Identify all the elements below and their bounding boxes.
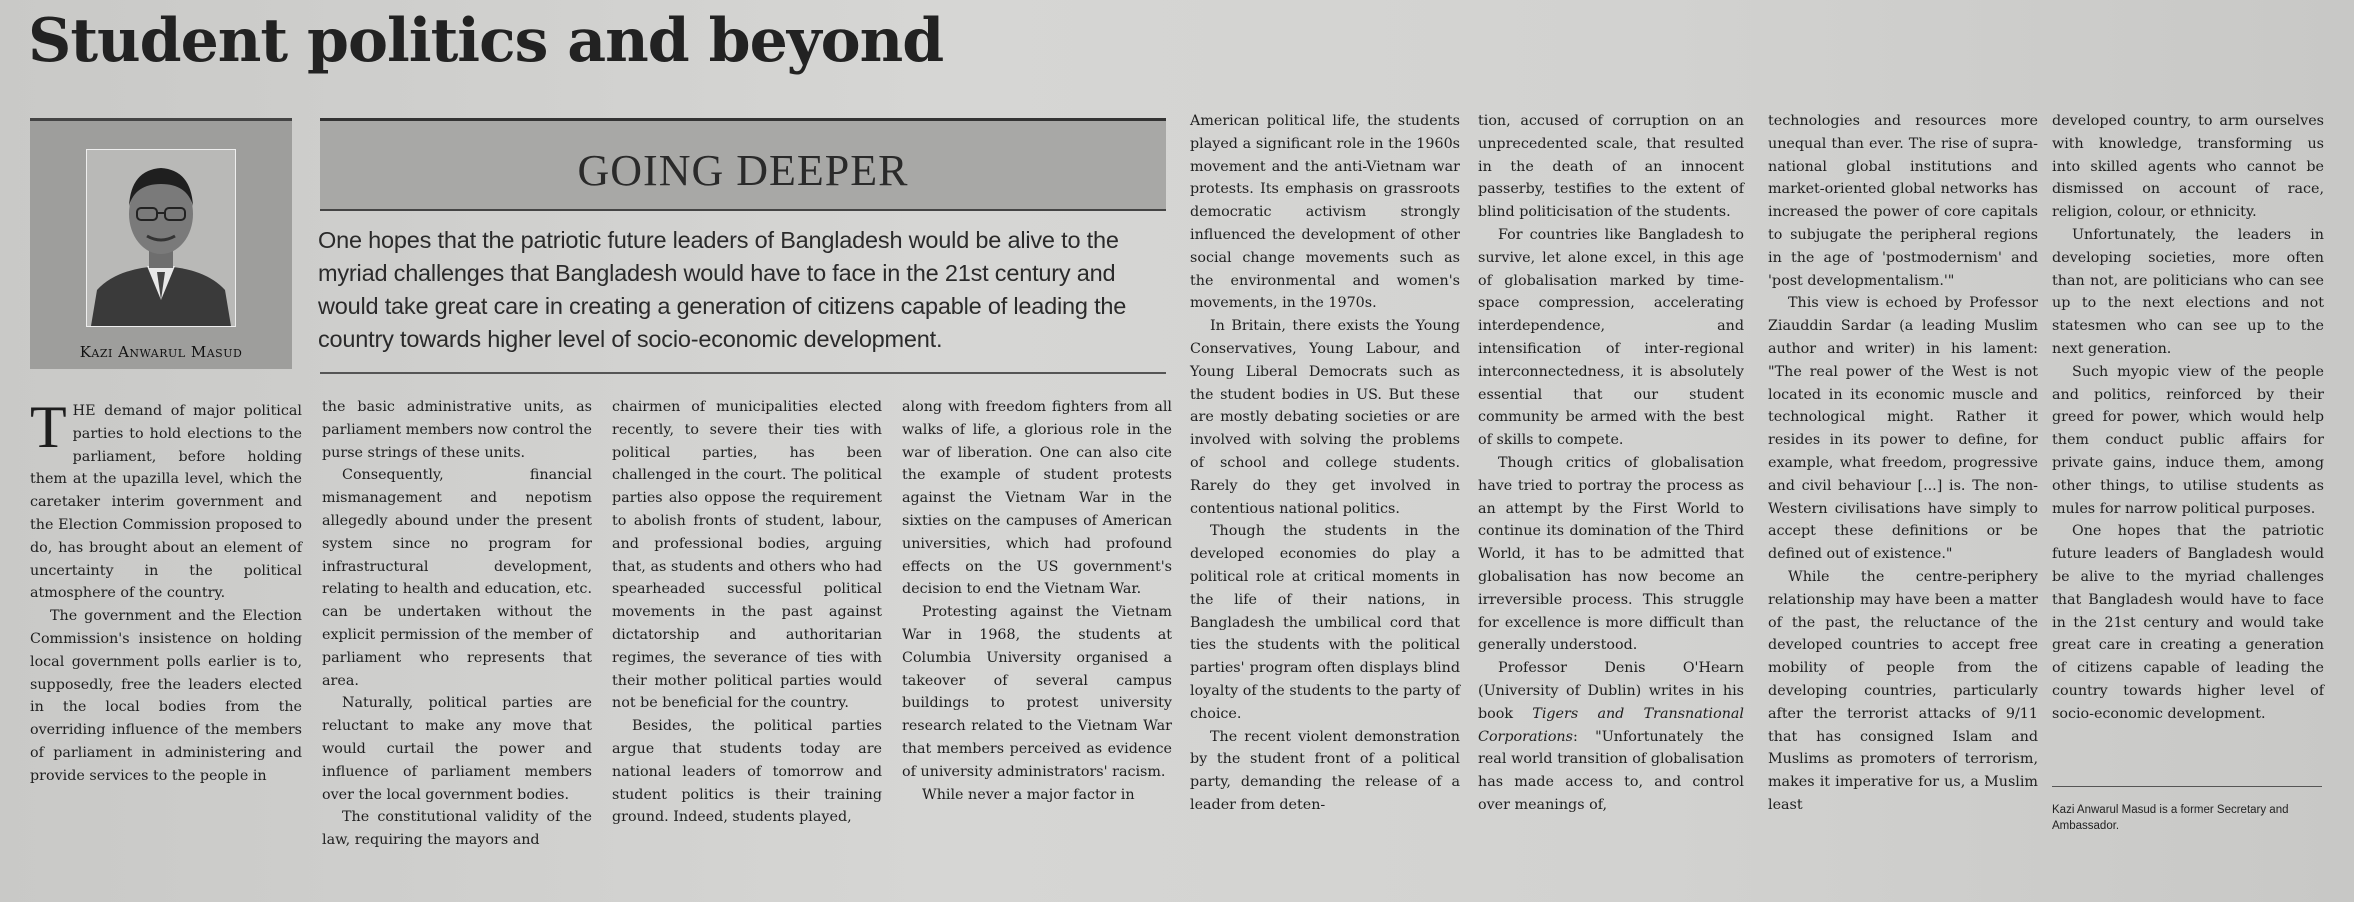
article-column-6: [1478, 110, 1744, 817]
paragraph: While never a major factor in: [922, 786, 1135, 803]
paragraph: The recent violent demonstration by the student front of a political party, demanding the release of a leader from deten-: [1190, 728, 1460, 813]
paragraph: Besides, the political parties argue that students today are national leaders of tomorrow and student politics is their training ground. Indeed, students played,: [612, 718, 882, 826]
author-name: Kazi Anwarul Masud: [79, 343, 243, 361]
paragraph: the basic administrative units, as parliament members now control the purse strings of these units.: [322, 399, 592, 461]
paragraph: While the centre-periphery relationship may have been a matter of the past, the reluctance of the developed countries to accept free mobility of people from the developing countries, particularly after the terrorist attacks of 9/11 that has consigned Islam and Muslims as promoters of terrorism, makes it imperative for us, a Muslim least: [1768, 568, 2038, 813]
paragraph: [30, 394, 302, 605]
paragraph: technologies and resources more unequal than ever. The rise of supra-national global institutions and market-oriented global networks has increased the power of core capitals to subjugate the peripheral regions in the age of 'postmodernism' and 'post developmentalism.'": [1768, 113, 2038, 289]
paragraph: This view is echoed by Professor Ziauddin Sardar (a leading Muslim author and writer) in his lament: "The real power of the West is not located in its economic muscle and technological might. Rather it resides in its power to define, for example, what freedom, progressive and civil behaviour [...] is. The non-Western civilisations have simply to accept these definitions or be defined out of existence.": [1768, 295, 2038, 563]
article-column-2: [322, 396, 592, 852]
author-bio: Kazi Anwarul Masud is a former Secretary and Ambassador.: [2052, 804, 2289, 832]
paragraph: Though the students in the developed economies do play a political role at critical moments in the life of their nations, in Bangladesh the umbilical cord that ties the students with the political parties' program often displays blind loyalty of the students to the party of choice.: [1190, 523, 1460, 722]
portrait-photo-icon: [87, 150, 235, 326]
going-deeper-banner: [320, 118, 1166, 211]
author-box: [30, 118, 292, 369]
paragraph: Protesting against the Vietnam War in 1968, the students at Columbia University organised a takeover of several campus buildings to protest university research related to the Vietnam War that members perceived as evidence of university administrators' racism.: [902, 604, 1172, 780]
author-photo: [86, 149, 236, 327]
paragraph: Consequently, financial mismanagement and nepotism allegedly abound under the present system since no program for infrastructural development, relating to health and education, etc. can be undertaken without the explicit permission of the member of parliament who represents that area.: [322, 467, 592, 689]
article-column-5: [1190, 110, 1460, 817]
article-column-7: [1768, 110, 2038, 817]
headline: Student politics and beyond: [28, 6, 944, 76]
pull-quote-intro: One hopes that the patriotic future leaders of Bangladesh would be alive to the myriad challenges that Bangladesh would have to face in the 21st century and would take great care in creating a generation of citizens capable of leading the country towards higher level of socio-economic development.: [318, 227, 1127, 352]
paragraph: Such myopic view of the people and politics, reinforced by their greed for power, which would help them conduct public affairs for private gains, induce them, among other things, to utilise students as mules for narrow political purposes.: [2052, 363, 2324, 517]
paragraph: Naturally, political parties are reluctant to make any move that would curtail the power and influence of parliament members over the local government bodies.: [322, 695, 592, 803]
paragraph: The government and the Election Commission's insistence on holding local government polls earlier is to, supposedly, free the leaders elected in the local bodies from the overriding influence of the members of parliament in administering and provide services to the people in: [30, 608, 302, 784]
paragraph: [1478, 657, 1744, 817]
paragraph: American political life, the students played a significant role in the 1960s movement and the anti-Vietnam war protests. Its emphasis on grassroots democratic activism strongly influenced the development of other social change movements such as the environmental and women's movements, in the 1970s.: [1190, 113, 1460, 312]
paragraph: The constitutional validity of the law, requiring the mayors and: [322, 809, 592, 849]
paragraph: Unfortunately, the leaders in developing societies, more often than not, are politicians who can see up to the next elections and not statesmen who can see up to the next generation.: [2052, 226, 2324, 357]
paragraph: For countries like Bangladesh to survive, let alone excel, in this age of globalisation marked by time-space compression, accelerating interdependence, and intensification of inter-regional interconnectedness, it is absolutely essential that our student community be armed with the best of skills to compete.: [1478, 226, 1744, 449]
paragraph-text: HE demand of major political parties to hold elections to the parliament, before holding them at the upazilla level, which the caretaker interim government and the Election Commission proposed to do, has brought about an element of uncertainty in the political atmosphere of the country.: [30, 403, 302, 602]
paragraph-text: : "Unfortunately the real world transition of globalisation has made access to, and control over meanings of,: [1478, 728, 1744, 813]
paragraph: tion, accused of corruption on an unprecedented scale, that resulted in the death of an innocent passerby, testifies to the extent of blind politicisation of the students.: [1478, 113, 1744, 221]
drop-cap: T: [30, 394, 67, 460]
paragraph: In Britain, there exists the Young Conservatives, Young Labour, and Young Liberal Democrats such as the student bodies in US. But these are mostly debating societies or are involved with solving the problems of school and college students. Rarely do they get involved in contentious national politics.: [1190, 318, 1460, 517]
book-title: Tigers and Transnational Corporations: [1478, 705, 1744, 745]
paragraph: Though critics of globalisation have tried to portray the process as an attempt by the First World to continue its domination of the Third World, it has to be admitted that globalisation has now become an irreversible process. This struggle for excellence is more difficult than generally understood.: [1478, 454, 1744, 654]
paragraph: developed country, to arm ourselves with knowledge, transforming us into skilled agents who cannot be dismissed on account of race, religion, colour, or ethnicity.: [2052, 113, 2324, 221]
article-column-4: [902, 396, 1172, 806]
paragraph-text: Professor Denis O'Hearn (University of Dublin) writes in his book: [1478, 660, 1744, 722]
article-column-3: [612, 396, 882, 829]
divider-rule: [2052, 786, 2322, 787]
article-column-8: [2052, 110, 2324, 726]
paragraph: One hopes that the patriotic future leaders of Bangladesh would be alive to the myriad challenges that Bangladesh would have to face in the 21st century and would take great care in creating a generation of citizens capable of leading the country towards higher level of socio-economic development.: [2052, 523, 2324, 722]
paragraph: along with freedom fighters from all walks of life, a glorious role in the war of liberation. One can also cite the example of student protests against the Vietnam War in the sixties on the campuses of American universities, which had profound effects on the US government's decision to end the Vietnam War.: [902, 399, 1172, 598]
going-deeper-title: GOING DEEPER: [577, 146, 909, 195]
article-column-1: [30, 394, 302, 788]
paragraph: chairmen of municipalities elected recently, to severe their ties with political parties, has been challenged in the court. The political parties also oppose the requirement to abolish fronts of student, labour, and professional bodies, arguing that, as students and others who had spearheaded successful political movements in the past against dictatorship and authoritarian regimes, the severance of ties with their mother political parties would not be beneficial for the country.: [612, 399, 882, 712]
divider-rule: [320, 372, 1166, 374]
